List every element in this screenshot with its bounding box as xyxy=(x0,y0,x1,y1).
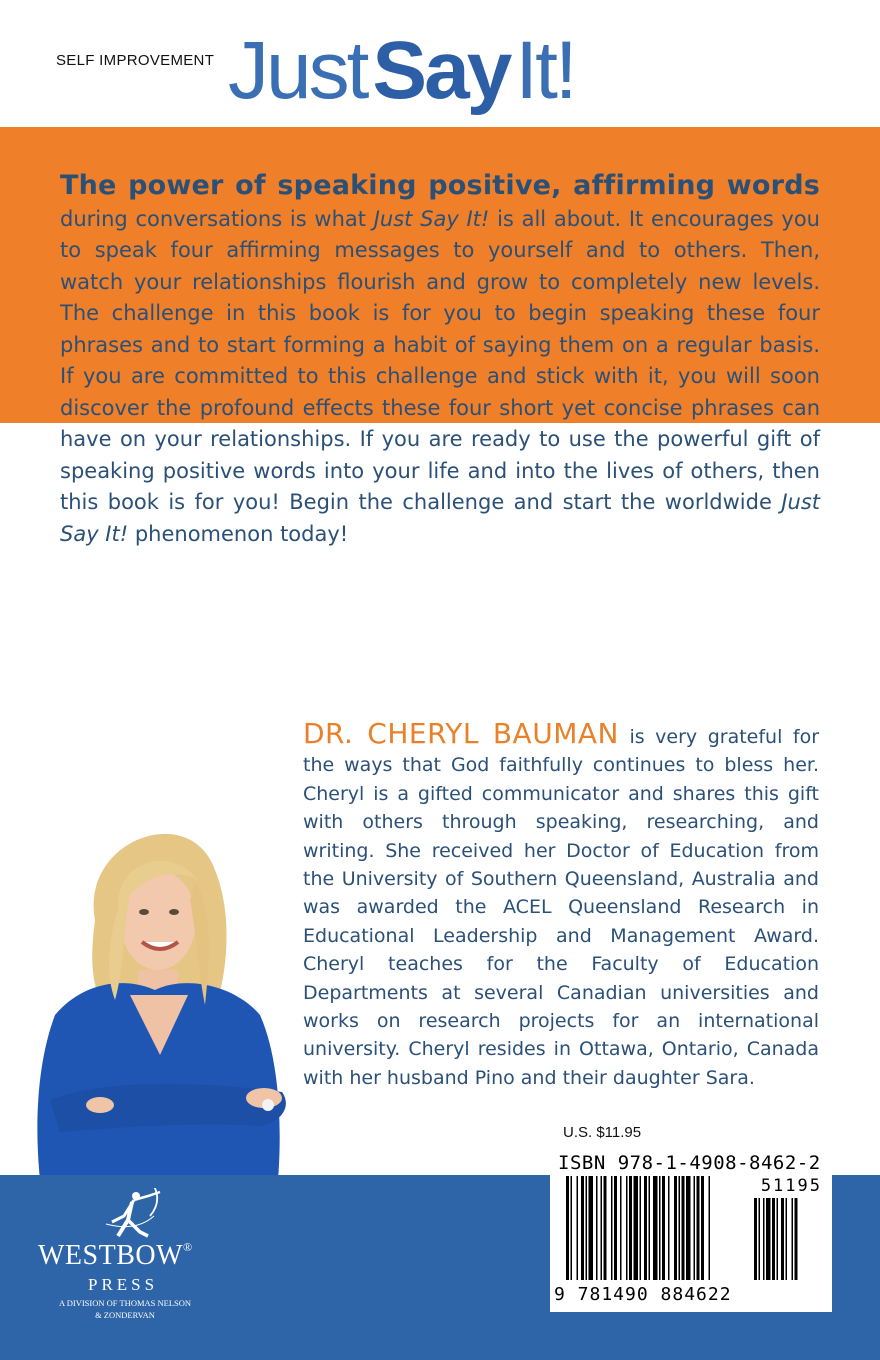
book-blurb xyxy=(60,170,820,550)
blurb-lead: The power of speaking positive, affirming words xyxy=(60,170,820,201)
publisher-name xyxy=(38,1240,193,1272)
publisher-press: PRESS xyxy=(88,1275,159,1294)
blurb-text-2: is all about. It encourages you to speak four affirming messages to yourself and to others. Then, watch your relationships flourish and grow to completely new levels. The challenge in this book is for you to begin speaking these four phrases and to start forming a habit of saying them on a regular basis. If you are committed to this challenge and stick with it, you will soon discover the profound effects these four short yet concise phrases can have on your relationships. If you are ready to use the powerful gift of speaking positive words into your life and into the lives of others, then this book is for you! Begin the challenge and start the worldwide xyxy=(60,206,820,514)
price-label: U.S. $11.95 xyxy=(563,1124,642,1141)
barcode-icon xyxy=(566,1176,822,1288)
blurb-title-ref-1: Just Say It! xyxy=(373,206,490,231)
book-title xyxy=(228,25,575,116)
isbn-label: ISBN 978-1-4908-8462-2 xyxy=(558,1152,821,1174)
author-name: DR. CHERYL BAUMAN xyxy=(303,717,619,750)
category-label: SELF IMPROVEMENT xyxy=(56,52,215,69)
title-word-say: Say xyxy=(372,25,510,116)
publisher-division-line-1: A DIVISION OF THOMAS NELSON xyxy=(58,1298,192,1308)
blurb-text-3: phenomenon today! xyxy=(128,521,349,546)
author-photo xyxy=(20,800,300,1180)
publisher-division-line-2: & ZONDERVAN xyxy=(95,1310,155,1320)
publisher-division xyxy=(25,1297,225,1321)
price-code: 51195 xyxy=(760,1176,822,1196)
registered-mark: ® xyxy=(183,1240,193,1254)
title-word-it: It! xyxy=(515,25,575,116)
author-bio xyxy=(303,717,819,1092)
blurb-title-ref-2: Just Say It! xyxy=(60,490,820,546)
author-bio-text: is very grateful for the ways that God faithfully continues to bless her. Cheryl is a gifted communicator and shares this gift with others through speaking, researching, and writing. She received her Doctor of Education from the University of Southern Queensland, Australia and was awarded the ACEL Queensland Research in Educational Leadership and Management Award. Cheryl teaches for the Faculty of Education Departments at several Canadian universities and works on research projects for an international university. Cheryl resides in Ottawa, Ontario, Canada with her husband Pino and their daughter Sara. xyxy=(303,726,819,1089)
barcode-number: 9 781490 884622 xyxy=(554,1284,732,1305)
title-word-just: Just xyxy=(228,25,367,116)
barcode-box xyxy=(550,1146,832,1312)
blurb-text-1: during conversations is what xyxy=(60,206,374,231)
publisher-name-text: WESTBOW xyxy=(38,1240,184,1271)
